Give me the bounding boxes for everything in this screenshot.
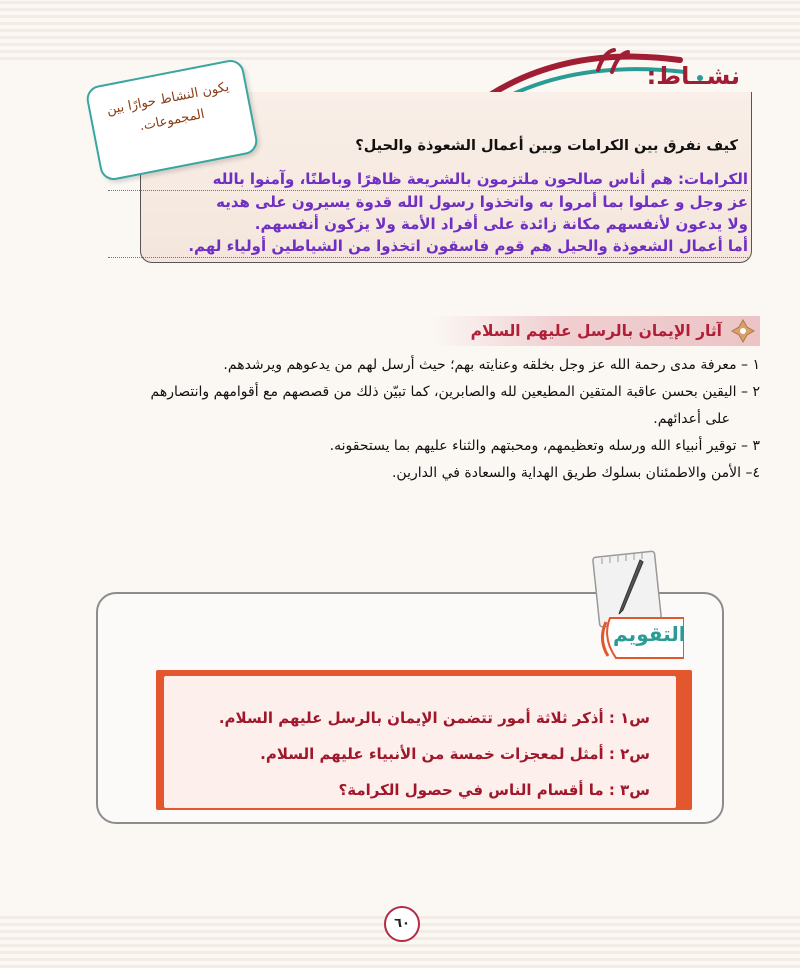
activity-question: كيف نفرق بين الكرامات وبين أعمال الشعوذة والحيل؟ bbox=[355, 138, 738, 154]
evaluation-questions bbox=[219, 700, 650, 808]
page-number: ٦٠ bbox=[384, 906, 420, 942]
section-title: آثار الإيمان بالرسل عليهم السلام bbox=[470, 322, 722, 340]
activity-note: يكون النشاط حوارًا بين المجموعات. bbox=[105, 79, 231, 135]
activity-title: نشــاط: bbox=[646, 62, 740, 90]
answer-line: أما أعمال الشعوذة والحيل هم قوم فاسقون اتخذوا من الشياطين أولياء لهم. bbox=[108, 235, 748, 258]
evaluation-question: س٢ : أمثل لمعجزات خمسة من الأنبياء عليهم السلام. bbox=[260, 745, 650, 763]
evaluation-question: س١ : أذكر ثلاثة أمور تتضمن الإيمان بالرسل عليهم السلام. bbox=[218, 709, 650, 727]
list-item: ٤– الأمن والاطمئنان بسلوك طريق الهداية والسعادة في الدارين. bbox=[391, 465, 760, 481]
evaluation-question: س٣ : ما أقسام الناس في حصول الكرامة؟ bbox=[338, 781, 650, 799]
evaluation-label: التقويم bbox=[613, 622, 686, 646]
list-item-continuation: على أعدائهم. bbox=[653, 411, 730, 427]
list-item: ٢ – اليقين بحسن عاقبة المتقين المطيعين لله والصابرين، كما تبيّن ذلك من قصصهم مع أقوامهم وانتصارهم bbox=[150, 384, 760, 400]
activity-answer bbox=[108, 168, 748, 258]
list-item: ٣ – توقير أنبياء الله ورسله وتعظيمهم، ومحبتهم والثناء عليهم بما يستحقونه. bbox=[329, 438, 760, 454]
section-heading bbox=[430, 316, 760, 346]
answer-line: ولا يدعون لأنفسهم مكانة زائدة على أفراد الأمة ولا يزكون أنفسهم. bbox=[254, 215, 748, 233]
list-item: ١ – معرفة مدى رحمة الله عز وجل بخلقه وعنايته بهم؛ حيث أرسل لهم من يدعوهم ويرشدهم. bbox=[223, 357, 760, 373]
answer-line: الكرامات: هم أناس صالحون ملتزمون بالشريعة ظاهرًا وباطنًا، وآمنوا بالله bbox=[108, 168, 748, 191]
effects-list bbox=[40, 352, 760, 487]
answer-line: عز وجل و عملوا بما أمروا به واتخذوا رسول الله قدوة يسيرون على هديه bbox=[216, 193, 748, 211]
ornament-icon bbox=[730, 318, 756, 344]
